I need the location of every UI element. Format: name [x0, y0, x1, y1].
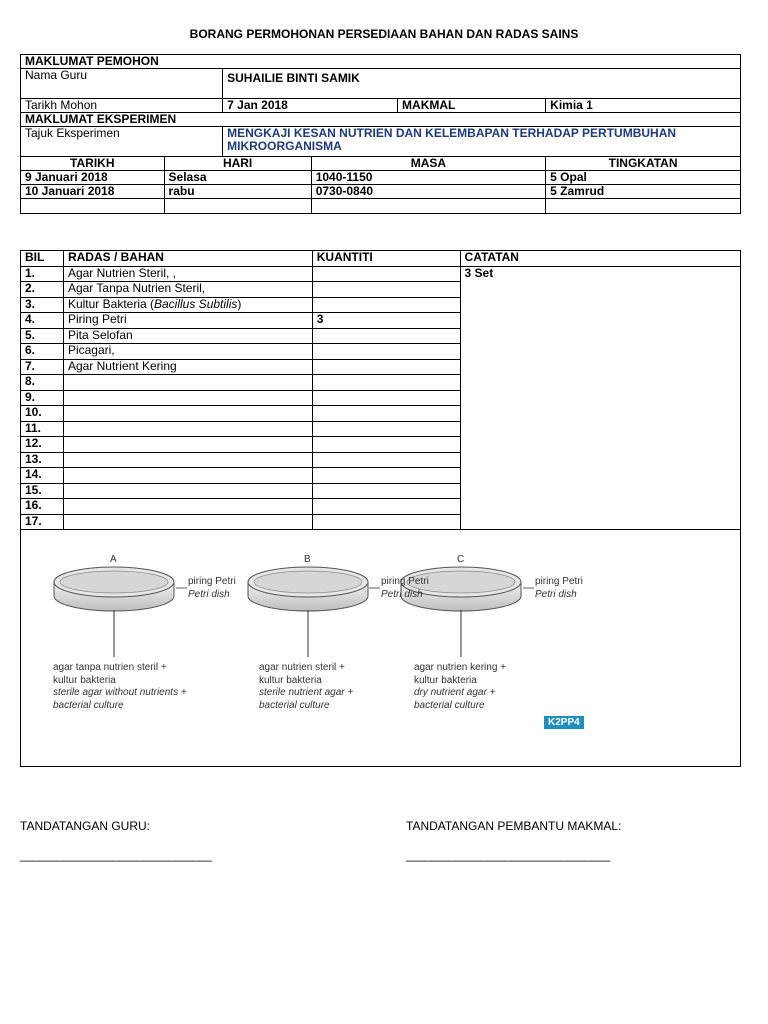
- assistant-signature-line: _________________________________: [406, 848, 610, 862]
- lab-label: MAKMAL: [398, 99, 546, 113]
- dish-label-a: [188, 576, 236, 601]
- assistant-signature-label: TANDATANGAN PEMBANTU MAKMAL:: [406, 819, 622, 833]
- petri-dish-illustration: [21, 530, 742, 766]
- item-quantity: [312, 390, 460, 406]
- notes-cell: 3 Set: [460, 266, 740, 530]
- dish-label-en: Petri dish: [188, 588, 230, 600]
- header-time: MASA: [311, 157, 545, 171]
- dish-letter-b: B: [304, 554, 311, 565]
- dish-label-ms: piring Petri: [188, 576, 236, 587]
- date-label: Tarikh Mohon: [21, 99, 223, 113]
- experiment-section-heading: MAKLUMAT EKSPERIMEN: [21, 113, 741, 127]
- item-quantity: [312, 437, 460, 453]
- caption-line-en: dry nutrient agar +: [414, 687, 496, 698]
- petri-dish-b: [248, 567, 368, 657]
- item-name-part: ): [237, 296, 242, 311]
- caption-line-en: bacterial culture: [414, 699, 485, 711]
- item-name: [63, 297, 312, 313]
- item-quantity: [312, 514, 460, 530]
- header-form: TINGKATAN: [546, 157, 741, 171]
- caption-c: [414, 662, 506, 712]
- item-quantity: [312, 328, 460, 344]
- item-quantity: [312, 452, 460, 468]
- caption-line-en: bacterial culture: [53, 699, 124, 711]
- item-quantity: [312, 468, 460, 484]
- item-quantity: [312, 266, 460, 282]
- teacher-signature-label: TANDATANGAN GURU:: [20, 819, 151, 833]
- experiment-title: MENGKAJI KESAN NUTRIEN DAN KELEMBAPAN TERHADAP PERTUMBUHAN MIKROORGANISMA: [223, 127, 741, 157]
- item-number: 12.: [21, 437, 64, 453]
- session-day: Selasa: [164, 171, 311, 185]
- item-number: 13.: [21, 452, 64, 468]
- item-quantity: [312, 499, 460, 515]
- dish-label-ms: piring Petri: [535, 576, 583, 587]
- petri-dish-a: [54, 567, 174, 657]
- item-name: Piring Petri: [63, 313, 312, 329]
- item-quantity: [312, 421, 460, 437]
- caption-line: kultur bakteria: [414, 674, 477, 686]
- header-no: BIL: [21, 251, 64, 267]
- item-quantity: [312, 483, 460, 499]
- item-quantity: [312, 375, 460, 391]
- caption-line: agar tanpa nutrien steril +: [53, 662, 167, 673]
- applicant-section-heading: MAKLUMAT PEMOHON: [21, 55, 741, 69]
- item-number: 17.: [21, 514, 64, 530]
- item-name-part: Kultur Bakteria (: [67, 296, 154, 311]
- item-number: 10.: [21, 406, 64, 422]
- applicant-table: [20, 54, 741, 214]
- experiment-title-label: Tajuk Eksperimen: [21, 127, 223, 157]
- item-number: 15.: [21, 483, 64, 499]
- materials-table: [20, 250, 741, 530]
- item-quantity: [312, 406, 460, 422]
- item-name: [63, 375, 312, 391]
- item-name: Agar Tanpa Nutrien Steril,: [63, 282, 312, 298]
- form-title: BORANG PERMOHONAN PERSEDIAAN BAHAN DAN RADAS SAINS: [189, 27, 579, 41]
- caption-line-en: sterile agar without nutrients +: [53, 687, 187, 698]
- item-name: [63, 437, 312, 453]
- item-number: 9.: [21, 390, 64, 406]
- application-date: 7 Jan 2018: [223, 99, 398, 113]
- dish-label-en: Petri dish: [381, 588, 423, 600]
- session-form: 5 Zamrud: [546, 185, 741, 199]
- item-number: 5.: [21, 328, 64, 344]
- dish-label-c: [535, 576, 583, 601]
- header-material: RADAS / BAHAN: [63, 251, 312, 267]
- session-form: 5 Opal: [546, 171, 741, 185]
- item-quantity: [312, 359, 460, 375]
- item-quantity: [312, 297, 460, 313]
- caption-line-en: bacterial culture: [259, 699, 330, 711]
- session-date: 9 Januari 2018: [21, 171, 165, 185]
- teacher-name: SUHAILIE BINTI SAMIK: [223, 69, 741, 99]
- item-number: 3.: [21, 297, 64, 313]
- session-row: [21, 171, 741, 185]
- session-row-empty: [21, 199, 741, 214]
- item-name: [63, 406, 312, 422]
- reference-badge: K2PP4: [544, 716, 584, 729]
- item-number: 8.: [21, 375, 64, 391]
- item-quantity: [312, 282, 460, 298]
- header-notes: CATATAN: [460, 251, 740, 267]
- item-number: 11.: [21, 421, 64, 437]
- item-name: [63, 499, 312, 515]
- teacher-signature-line: _______________________________: [20, 848, 212, 862]
- item-number: 4.: [21, 313, 64, 329]
- caption-b: [259, 662, 353, 712]
- item-number: 6.: [21, 344, 64, 360]
- dish-letter-a: A: [110, 554, 117, 565]
- petri-dish-figure: [20, 530, 741, 767]
- item-name: [63, 514, 312, 530]
- item-name: Picagari,: [63, 344, 312, 360]
- item-quantity: [312, 344, 460, 360]
- dish-label-en: Petri dish: [535, 588, 577, 600]
- session-date: 10 Januari 2018: [21, 185, 165, 199]
- item-name: Agar Nutrien Steril, ,: [63, 266, 312, 282]
- session-day: rabu: [164, 185, 311, 199]
- item-quantity: 3: [312, 313, 460, 329]
- teacher-label: Nama Guru: [21, 69, 223, 99]
- header-day: HARI: [164, 157, 311, 171]
- item-number: 2.: [21, 282, 64, 298]
- header-date: TARIKH: [21, 157, 165, 171]
- item-name: [63, 468, 312, 484]
- item-name: [63, 483, 312, 499]
- caption-line: kultur bakteria: [259, 674, 322, 686]
- caption-line: kultur bakteria: [53, 674, 116, 686]
- session-time: 0730-0840: [311, 185, 545, 199]
- item-number: 16.: [21, 499, 64, 515]
- item-name-species: Bacillus Subtilis: [154, 296, 238, 311]
- lab-name: Kimia 1: [546, 99, 741, 113]
- table-row: [21, 266, 741, 282]
- item-number: 7.: [21, 359, 64, 375]
- item-name: [63, 421, 312, 437]
- header-quantity: KUANTITI: [312, 251, 460, 267]
- item-number: 14.: [21, 468, 64, 484]
- item-name: Pita Selofan: [63, 328, 312, 344]
- item-name: [63, 390, 312, 406]
- caption-line: agar nutrien steril +: [259, 662, 345, 673]
- dish-letter-c: C: [457, 554, 465, 565]
- caption-a: [53, 662, 187, 712]
- session-time: 1040-1150: [311, 171, 545, 185]
- dish-label-b: [381, 576, 429, 601]
- item-name: Agar Nutrient Kering: [63, 359, 312, 375]
- caption-line-en: sterile nutrient agar +: [259, 687, 354, 698]
- item-number: 1.: [21, 266, 64, 282]
- item-name: [63, 452, 312, 468]
- caption-line: agar nutrien kering +: [414, 662, 507, 673]
- dish-label-ms: piring Petri: [381, 576, 429, 587]
- session-row: [21, 185, 741, 199]
